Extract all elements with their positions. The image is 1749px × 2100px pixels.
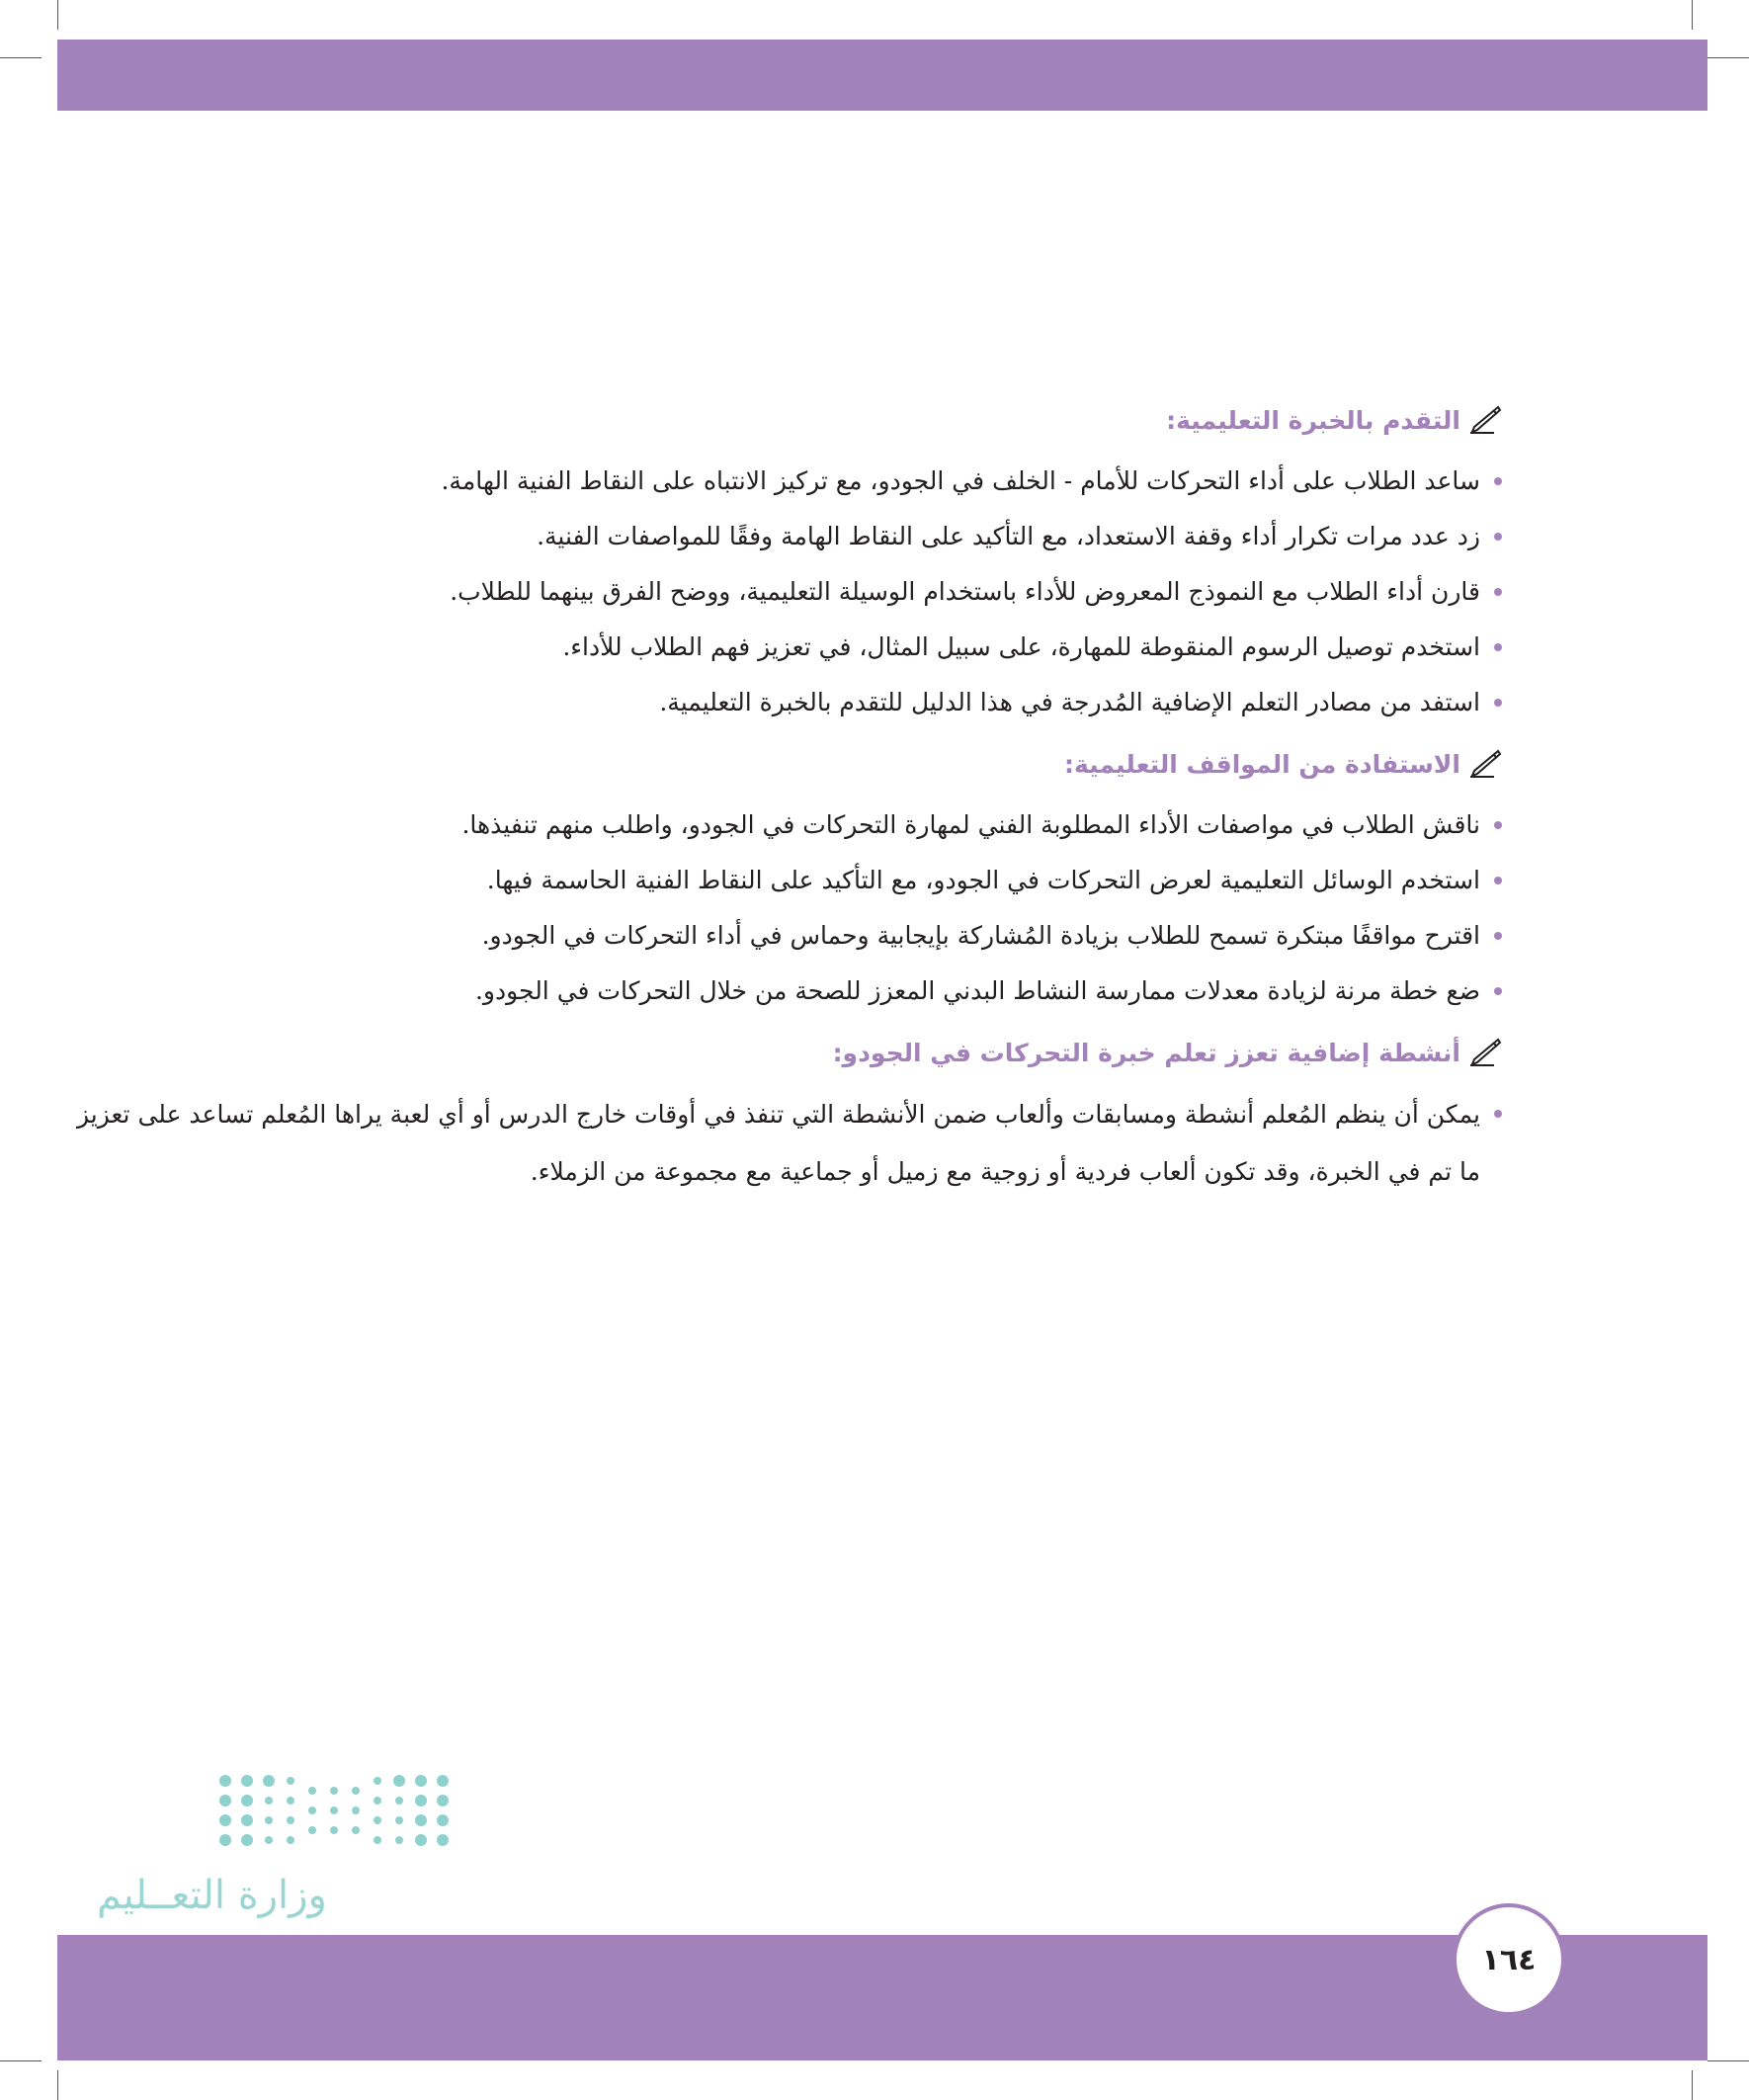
bullet-list <box>198 454 1502 730</box>
bullet-dot <box>1494 699 1502 707</box>
bullet-list <box>76 1086 1502 1201</box>
logo-dot <box>287 1777 294 1785</box>
crop-mark <box>57 2070 58 2100</box>
pencil-icon <box>1468 1038 1502 1067</box>
logo-dot <box>395 1836 403 1844</box>
section-heading-progress <box>198 400 1502 440</box>
logo-dot <box>241 1834 253 1846</box>
crop-mark <box>1692 0 1693 30</box>
logo-dot <box>374 1797 381 1805</box>
section-title: أنشطة إضافية تعزز تعلم خبرة التحركات في الجودو: <box>832 1038 1460 1067</box>
crop-mark <box>0 57 42 58</box>
logo-dot <box>374 1816 381 1824</box>
logo-dot <box>287 1816 294 1824</box>
list-item-text: اقترح مواقفًا مبتكرة تسمح للطلاب بزيادة المُشاركة بإيجابية وحماس في أداء التحركات في الجودو. <box>481 921 1480 950</box>
page-content <box>76 400 1502 1215</box>
crop-mark <box>1707 57 1749 58</box>
crop-mark <box>0 2060 42 2061</box>
logo-dot <box>437 1814 449 1826</box>
ministry-logo <box>97 1769 393 1986</box>
logo-dot <box>265 1836 273 1844</box>
list-item <box>198 620 1502 675</box>
list-item-text: ضع خطة مرنة لزيادة معدلات ممارسة النشاط البدني المعزز للصحة من خلال التحركات في الجودو. <box>474 976 1480 1005</box>
list-item-text: قارن أداء الطلاب مع النموذج المعروض للأداء باستخدام الوسيلة التعليمية، ووضح الفرق بينهما للطلاب. <box>450 577 1480 606</box>
logo-dot <box>352 1806 360 1814</box>
pencil-icon <box>1468 749 1502 779</box>
logo-dot <box>219 1795 231 1806</box>
logo-dot <box>437 1795 449 1806</box>
logo-dots-icon <box>215 1769 462 1858</box>
bullet-dot <box>1494 932 1502 940</box>
list-item <box>198 564 1502 620</box>
bullet-dot <box>1494 821 1502 829</box>
bullet-list <box>198 798 1502 1019</box>
logo-dot <box>308 1806 316 1814</box>
page-number: ١٦٤ <box>1481 1942 1537 1977</box>
list-item <box>198 964 1502 1019</box>
list-item-text: استخدم توصيل الرسوم المنقوطة للمهارة، على سبيل المثال، في تعزيز فهم الطلاب للأداء. <box>562 632 1480 661</box>
logo-dot <box>219 1814 231 1826</box>
list-item <box>198 509 1502 564</box>
logo-dot <box>308 1826 316 1834</box>
bullet-dot <box>1494 588 1502 596</box>
pencil-icon <box>1468 405 1502 435</box>
list-item <box>49 1086 1502 1201</box>
bullet-dot <box>1494 477 1502 485</box>
bullet-dot <box>1494 877 1502 884</box>
logo-dot <box>374 1836 381 1844</box>
ministry-logo-text: وزارة التعــليم <box>97 1873 327 1918</box>
crop-mark <box>1692 2070 1693 2100</box>
logo-dot <box>395 1797 403 1805</box>
logo-dot <box>265 1797 273 1805</box>
list-item <box>198 798 1502 853</box>
logo-dot <box>241 1814 253 1826</box>
logo-dot <box>265 1816 273 1824</box>
section-title: الاستفادة من المواقف التعليمية: <box>1064 749 1460 779</box>
logo-dot <box>437 1775 449 1787</box>
logo-dot <box>395 1816 403 1824</box>
list-item-text: زد عدد مرات تكرار أداء وقفة الاستعداد، مع التأكيد على النقاط الهامة وفقًا للمواصفات الفنية. <box>537 522 1480 550</box>
list-item <box>198 454 1502 509</box>
list-item-text: ناقش الطلاب في مواصفات الأداء المطلوبة الفني لمهارة التحركات في الجودو، واطلب منهم تنفيذها. <box>461 810 1480 839</box>
logo-dot <box>330 1787 338 1795</box>
bullet-dot <box>1494 1110 1502 1118</box>
logo-dot <box>287 1836 294 1844</box>
logo-dot <box>330 1826 338 1834</box>
header-band <box>57 40 1707 111</box>
logo-dot <box>219 1834 231 1846</box>
list-item-text: استفد من مصادر التعلم الإضافية المُدرجة في هذا الدليل للتقدم بالخبرة التعليمية. <box>659 688 1480 716</box>
list-item <box>198 675 1502 730</box>
list-item-text: استخدم الوسائل التعليمية لعرض التحركات في الجودو، مع التأكيد على النقاط الفنية الحاسمة فيها. <box>486 866 1480 894</box>
logo-dot <box>393 1775 405 1787</box>
logo-dot <box>437 1834 449 1846</box>
logo-dot <box>415 1834 427 1846</box>
logo-dot <box>415 1775 427 1787</box>
list-item-text: يمكن أن ينظم المُعلم أنشطة ومسابقات وألعاب ضمن الأنشطة التي تنفذ في أوقات خارج الدرس أو أي لعبة يراها المُعلم تساعد على تعزيز ما تم في الخبرة، وقد تكون ألعاب فردية أو زوجية مع زميل أو جماعية مع مجموعة من الزملاء. <box>76 1100 1480 1186</box>
crop-mark <box>57 0 58 30</box>
logo-dot <box>330 1806 338 1814</box>
logo-dot <box>352 1826 360 1834</box>
section-title: التقدم بالخبرة التعليمية: <box>1166 405 1460 435</box>
logo-dot <box>415 1795 427 1806</box>
logo-dot <box>352 1787 360 1795</box>
logo-dot <box>241 1795 253 1806</box>
section-heading-activities <box>198 1033 1502 1072</box>
logo-dot <box>287 1797 294 1805</box>
logo-dot <box>241 1775 253 1787</box>
bullet-dot <box>1494 533 1502 541</box>
list-item-text: ساعد الطلاب على أداء التحركات للأمام - الخلف في الجودو، مع تركيز الانتباه على النقاط الفنية الهامة. <box>441 466 1480 495</box>
bullet-dot <box>1494 987 1502 995</box>
crop-mark <box>1707 2060 1749 2061</box>
logo-dot <box>374 1777 381 1785</box>
page-number-badge <box>1453 1903 1565 2016</box>
section-heading-situations <box>198 744 1502 784</box>
list-item <box>198 853 1502 908</box>
logo-dot <box>308 1787 316 1795</box>
list-item <box>198 908 1502 964</box>
logo-dot <box>219 1775 231 1787</box>
bullet-dot <box>1494 643 1502 651</box>
logo-dot <box>415 1814 427 1826</box>
logo-dot <box>263 1775 275 1787</box>
